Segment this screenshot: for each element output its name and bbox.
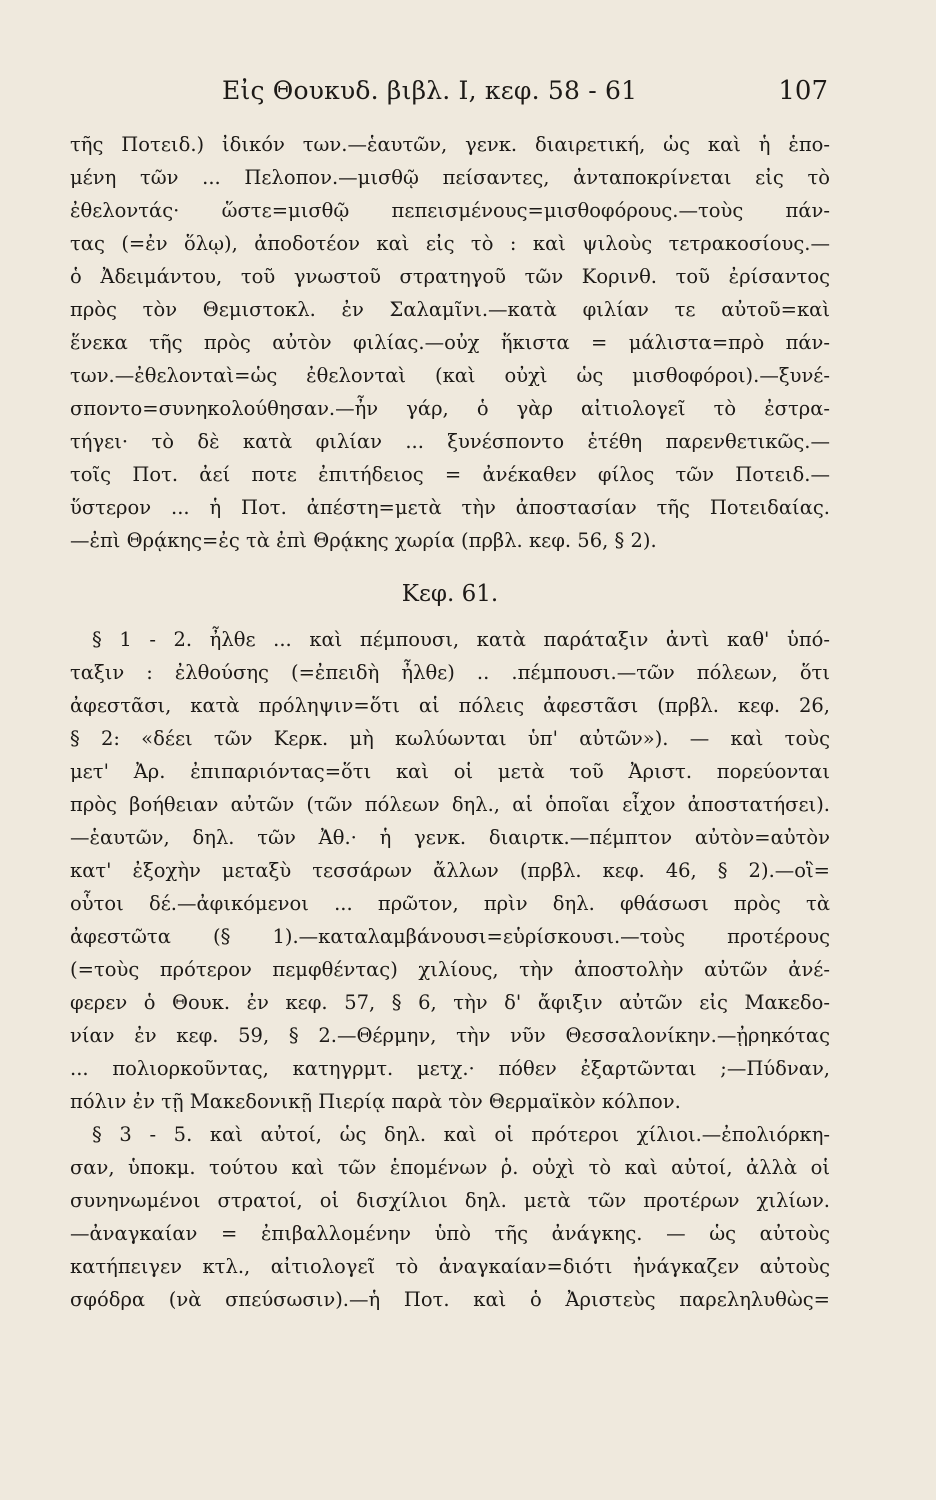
text-line: —ἀναγκαίαν = ἐπιβαλλομένην ὑπὸ τῆς ἀνάγκης. — ὡς αὐτοὺς (70, 1222, 830, 1245)
text-line: § 1 - 2. ἦλθε ... καὶ πέμπουσι, κατὰ παράταξιν ἀντὶ καθ' ὑπό- (92, 628, 830, 651)
text-line: (=τοὺς πρότερον πεμφθέντας) χιλίους, τὴν ἀποστολὴν αὐτῶν ἀνέ- (70, 958, 830, 981)
page-body (70, 128, 830, 1316)
text-line: τας (=ἐν ὅλῳ), ἀποδοτέον καὶ εἰς τὸ : καὶ ψιλοὺς τετρακοσίους.— (70, 232, 830, 255)
chapter-heading: Κεφ. 61. (401, 581, 499, 607)
text-line: ταξιν : ἐλθούσης (=ἐπειδὴ ἦλθε) .. .πέμπουσι.—τῶν πόλεων, ὅτι (70, 661, 830, 684)
text-line: κατ' ἐξοχὴν μεταξὺ τεσσάρων ἄλλων (πρβλ. κεφ. 46, § 2).—οἳ= (70, 859, 830, 882)
text-line: πρὸς βοήθειαν αὐτῶν (τῶν πόλεων δηλ., αἱ ὁποῖαι εἶχον ἀποστατήσει). (70, 793, 830, 816)
text-line: § 3 - 5. καὶ αὐτοί, ὡς δηλ. καὶ οἱ πρότεροι χίλιοι.—ἐπολιόρκη- (92, 1123, 830, 1146)
text-line: των.—ἐθελονταὶ=ὡς ἐθελονταὶ (καὶ οὐχὶ ὡς μισθοφόροι).—ξυνέ- (70, 364, 830, 387)
text-line: σφόδρα (νὰ σπεύσωσιν).—ἡ Ποτ. καὶ ὁ Ἀριστεὺς παρεληλυθὼς= (70, 1288, 830, 1311)
text-line: ἀφεστῶτα (§ 1).—καταλαμβάνουσι=εὑρίσκουσι.—τοὺς προτέρους (70, 925, 830, 948)
text-line: τήγει· τὸ δὲ κατὰ φιλίαν ... ξυνέσποντο ἑτέθη παρενθετικῶς.— (70, 430, 830, 453)
text-line: οὗτοι δέ.—ἀφικόμενοι ... πρῶτον, πρὶν δηλ. φθάσωσι πρὸς τὰ (70, 892, 830, 915)
text-line: ἕνεκα τῆς πρὸς αὐτὸν φιλίας.—οὐχ ἥκιστα = μάλιστα=πρὸ πάν- (70, 331, 830, 354)
text-line: ... πολιορκοῦντας, κατηγρμτ. μετχ.· πόθεν ἐξαρτῶνται ;—Πύδναν, (70, 1057, 830, 1080)
text-line: § 2: «δέει τῶν Κερκ. μὴ κωλύωνται ὑπ' αὐτῶν»). — καὶ τοὺς (70, 727, 830, 750)
text-line: τῆς Ποτειδ.) ἰδικόν των.—ἑαυτῶν, γενκ. διαιρετική, ὡς καὶ ἡ ἑπο- (70, 133, 830, 156)
text-line: μένη τῶν ... Πελοπον.—μισθῷ πείσαντες, ἀνταποκρίνεται εἰς τὸ (70, 166, 830, 189)
text-line: κατήπειγεν κτλ., αἰτιολογεῖ τὸ ἀναγκαίαν=διότι ἠνάγκαζεν αὐτοὺς (70, 1255, 830, 1278)
text-line: πρὸς τὸν Θεμιστοκλ. ἐν Σαλαμῖνι.—κατὰ φιλίαν τε αὐτοῦ=καὶ (70, 298, 830, 321)
text-line: τοῖς Ποτ. ἀεί ποτε ἐπιτήδειος = ἀνέκαθεν φίλος τῶν Ποτειδ.— (70, 463, 830, 486)
text-line: συνηνωμένοι στρατοί, οἱ δισχίλιοι δηλ. μετὰ τῶν προτέρων χιλίων. (70, 1189, 830, 1212)
text-line: —ἐπὶ Θρᾴκης=ἐς τὰ ἐπὶ Θρᾴκης χωρία (πρβλ. κεφ. 56, § 2). (70, 529, 657, 552)
text-line: ἐθελοντάς· ὥστε=μισθῷ πεπεισμένους=μισθοφόρους.—τοὺς πάν- (70, 199, 830, 222)
text-line: ἀφεστᾶσι, κατὰ πρόληψιν=ὅτι αἱ πόλεις ἀφεστᾶσι (πρβλ. κεφ. 26, (70, 694, 830, 717)
text-line: ὕστερον ... ἡ Ποτ. ἀπέστη=μετὰ τὴν ἀποστασίαν τῆς Ποτειδαίας. (70, 496, 830, 519)
text-line: φερεν ὁ Θουκ. ἐν κεφ. 57, § 6, τὴν δ' ἄφιξιν αὐτῶν εἰς Μακεδο- (70, 991, 830, 1014)
text-line: ὁ Ἀδειμάντου, τοῦ γνωστοῦ στρατηγοῦ τῶν Κορινθ. τοῦ ἐρίσαντος (70, 265, 830, 288)
text-line: νίαν ἐν κεφ. 59, § 2.—Θέρμην, τὴν νῦν Θεσσαλονίκην.—ᾐρηκότας (70, 1024, 830, 1047)
page-number: 107 (778, 76, 828, 106)
text-line: σποντο=συνηκολούθησαν.—ἦν γάρ, ὁ γὰρ αἰτιολογεῖ τὸ ἐστρα- (70, 397, 830, 420)
text-line: —ἑαυτῶν, δηλ. τῶν Ἀθ.· ἡ γενκ. διαιρτκ.—πέμπτον αὐτὸν=αὐτὸν (70, 826, 830, 849)
text-line: μετ' Ἀρ. ἐπιπαριόντας=ὅτι καὶ οἱ μετὰ τοῦ Ἀριστ. πορεύονται (70, 760, 830, 783)
running-head: Εἰς Θουκυδ. βιβλ. Ι, κεφ. 58 - 61 (222, 76, 638, 105)
text-line: πόλιν ἐν τῇ Μακεδονικῇ Πιερίᾳ παρὰ τὸν Θερμαϊκὸν κόλπον. (70, 1090, 681, 1113)
text-line: σαν, ὑποκμ. τούτου καὶ τῶν ἑπομένων ῥ. οὐχὶ τὸ καὶ αὐτοί, ἀλλὰ οἱ (70, 1156, 830, 1179)
